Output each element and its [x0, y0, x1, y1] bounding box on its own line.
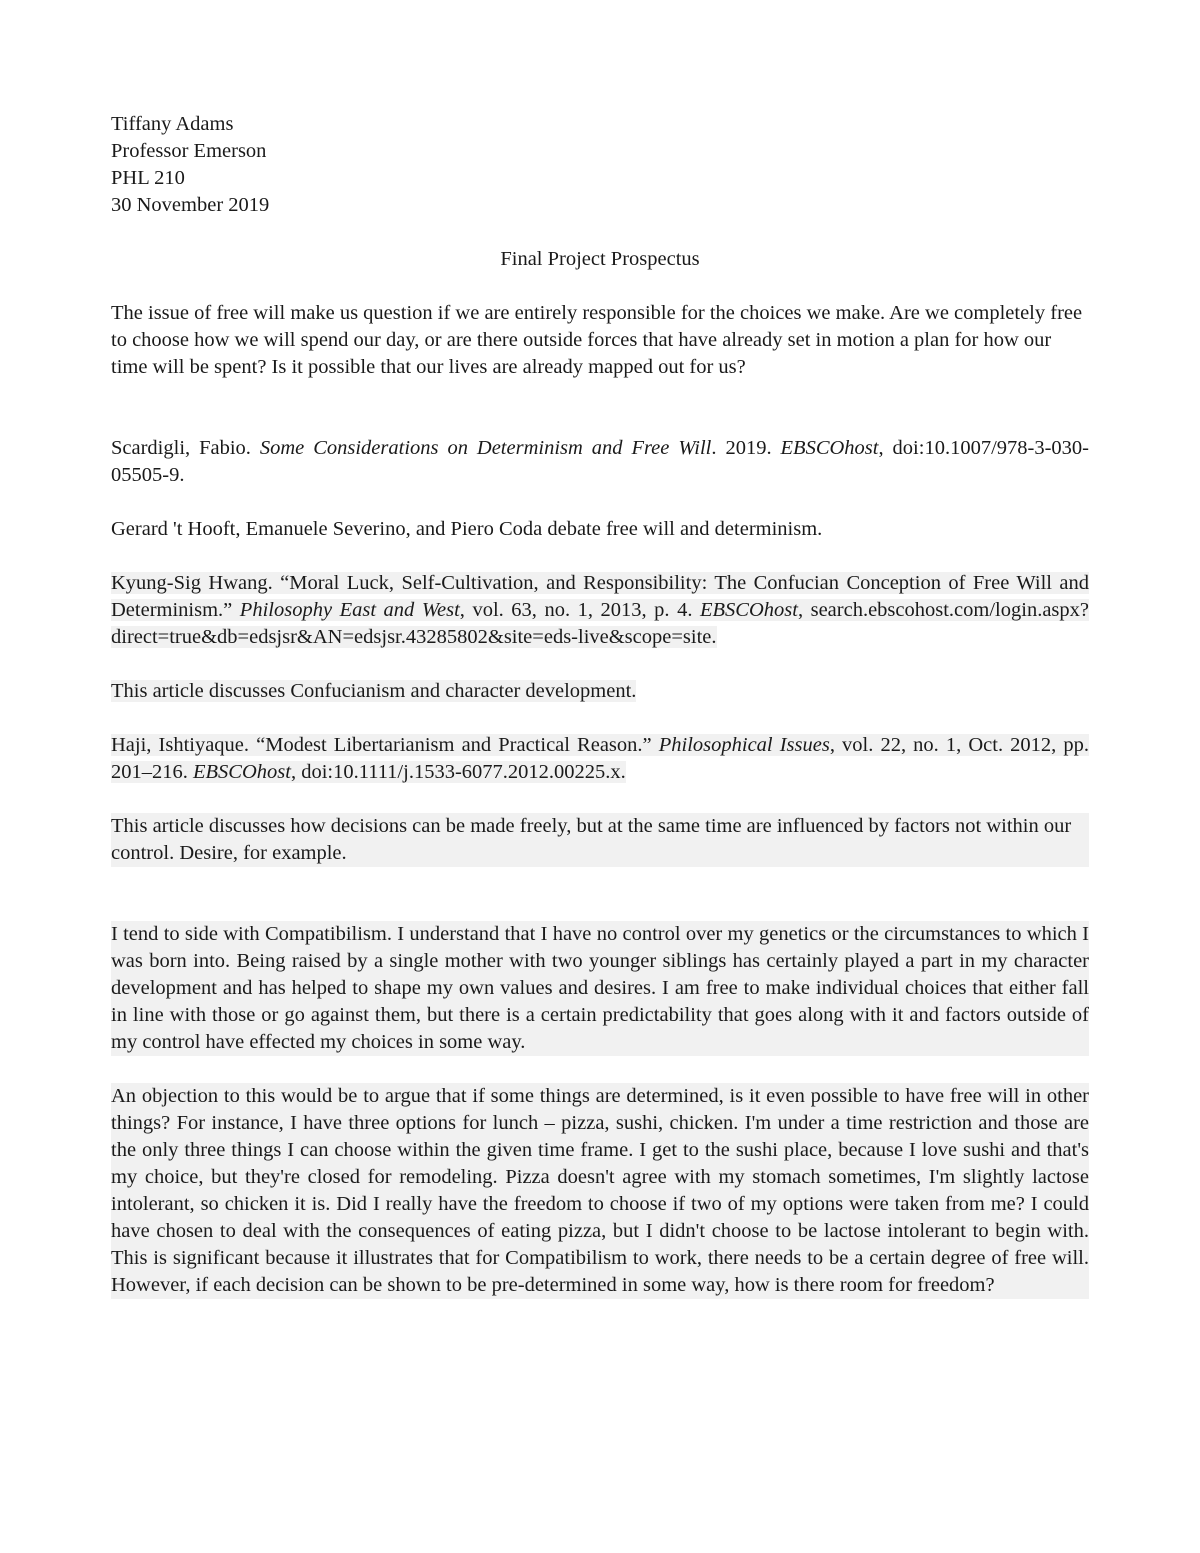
citation-1-mid: . 2019. — [711, 437, 781, 459]
citation-2-mid: , vol. 63, no. 1, 2013, p. 4. — [459, 599, 700, 621]
annotation-2-text: This article discusses Confucianism and character development. — [111, 680, 637, 702]
citation-3-pre: Haji, Ishtiyaque. “Modest Libertarianism and Practical Reason.” — [111, 734, 659, 756]
annotation-3: This article discusses how decisions can be made freely, but at the same time are influenced by factors not within our control. Desire, for example. — [111, 813, 1089, 867]
course-code: PHL 210 — [111, 167, 185, 189]
citation-1-post: , doi:10.1007/978-3-030-05505-9. — [111, 437, 1089, 486]
intro-paragraph: The issue of free will make us question if we are entirely responsible for the choices we make. Are we completely free to choose how we will spend our day, or are there outside forces that have already set in motion a plan for how our time will be spent? Is it possible that our lives are already mapped out for us? — [111, 302, 1083, 378]
citation-3-title: Philosophical Issues — [658, 734, 830, 756]
citation-3 — [111, 732, 1089, 786]
citation-1-pre: Scardigli, Fabio. — [111, 437, 260, 459]
document-date: 30 November 2019 — [111, 194, 270, 216]
heading-block — [111, 111, 1089, 219]
citation-1-title: Some Considerations on Determinism and Free Will — [259, 437, 712, 459]
citation-3-database: EBSCOhost — [193, 761, 291, 783]
student-name: Tiffany Adams — [111, 113, 234, 135]
document-title: Final Project Prospectus — [500, 248, 700, 270]
document-page — [111, 111, 1089, 1299]
citation-2-database: EBSCOhost — [700, 599, 798, 621]
citation-1 — [111, 435, 1089, 489]
citation-2-pre: Kyung-Sig Hwang. “Moral Luck, Self-Cultivation, and Responsibility: The Confucian Conception of Free Will and Determinism.” — [111, 572, 1089, 621]
citation-3-mid: , vol. 22, no. 1, Oct. 2012, pp. 201–216. — [111, 734, 1089, 783]
annotation-2 — [111, 678, 1089, 705]
objection-paragraph: An objection to this would be to argue that if some things are determined, is it even possible to have free will in other things? For instance, I have three options for lunch – pizza, sushi, chicken. I'm under a time restriction and those are the only three things I can choose within the given time frame. I get to the sushi place, because I love sushi and that's my choice, but they're closed for remodeling. Pizza doesn't agree with my stomach sometimes, I'm slightly lactose intolerant, so chicken it is. Did I really have the freedom to choose if two of my options were taken from me? I could have chosen to deal with the consequences of eating pizza, but I didn't choose to be lactose intolerant to begin with. This is significant because it illustrates that for Compatibilism to work, there needs to be a certain degree of free will. However, if each decision can be shown to be pre-determined in some way, how is there room for freedom? — [111, 1083, 1089, 1299]
citation-3-post: , doi:10.1111/j.1533-6077.2012.00225.x. — [290, 761, 626, 783]
citation-1-database: EBSCOhost — [780, 437, 879, 459]
citation-2 — [111, 570, 1089, 651]
professor-name: Professor Emerson — [111, 140, 267, 162]
citation-2-post: , search.ebscohost.com/login.aspx?direct=true&db=edsjsr&AN=edsjsr.43285802&site=eds-live&scope=site. — [111, 599, 1089, 648]
position-paragraph: I tend to side with Compatibilism. I understand that I have no control over my genetics or the circumstances to which I was born into. Being raised by a single mother with two younger siblings has certainly played a part in my character development and has helped to shape my own values and desires. I am free to make individual choices that either fall in line with those or go against them, but there is a certain predictability that goes along with it and factors outside of my control have effected my choices in some way. — [111, 921, 1089, 1056]
annotation-1: Gerard 't Hooft, Emanuele Severino, and Piero Coda debate free will and determinism. — [111, 518, 823, 540]
citation-2-title: Philosophy East and West — [239, 599, 460, 621]
